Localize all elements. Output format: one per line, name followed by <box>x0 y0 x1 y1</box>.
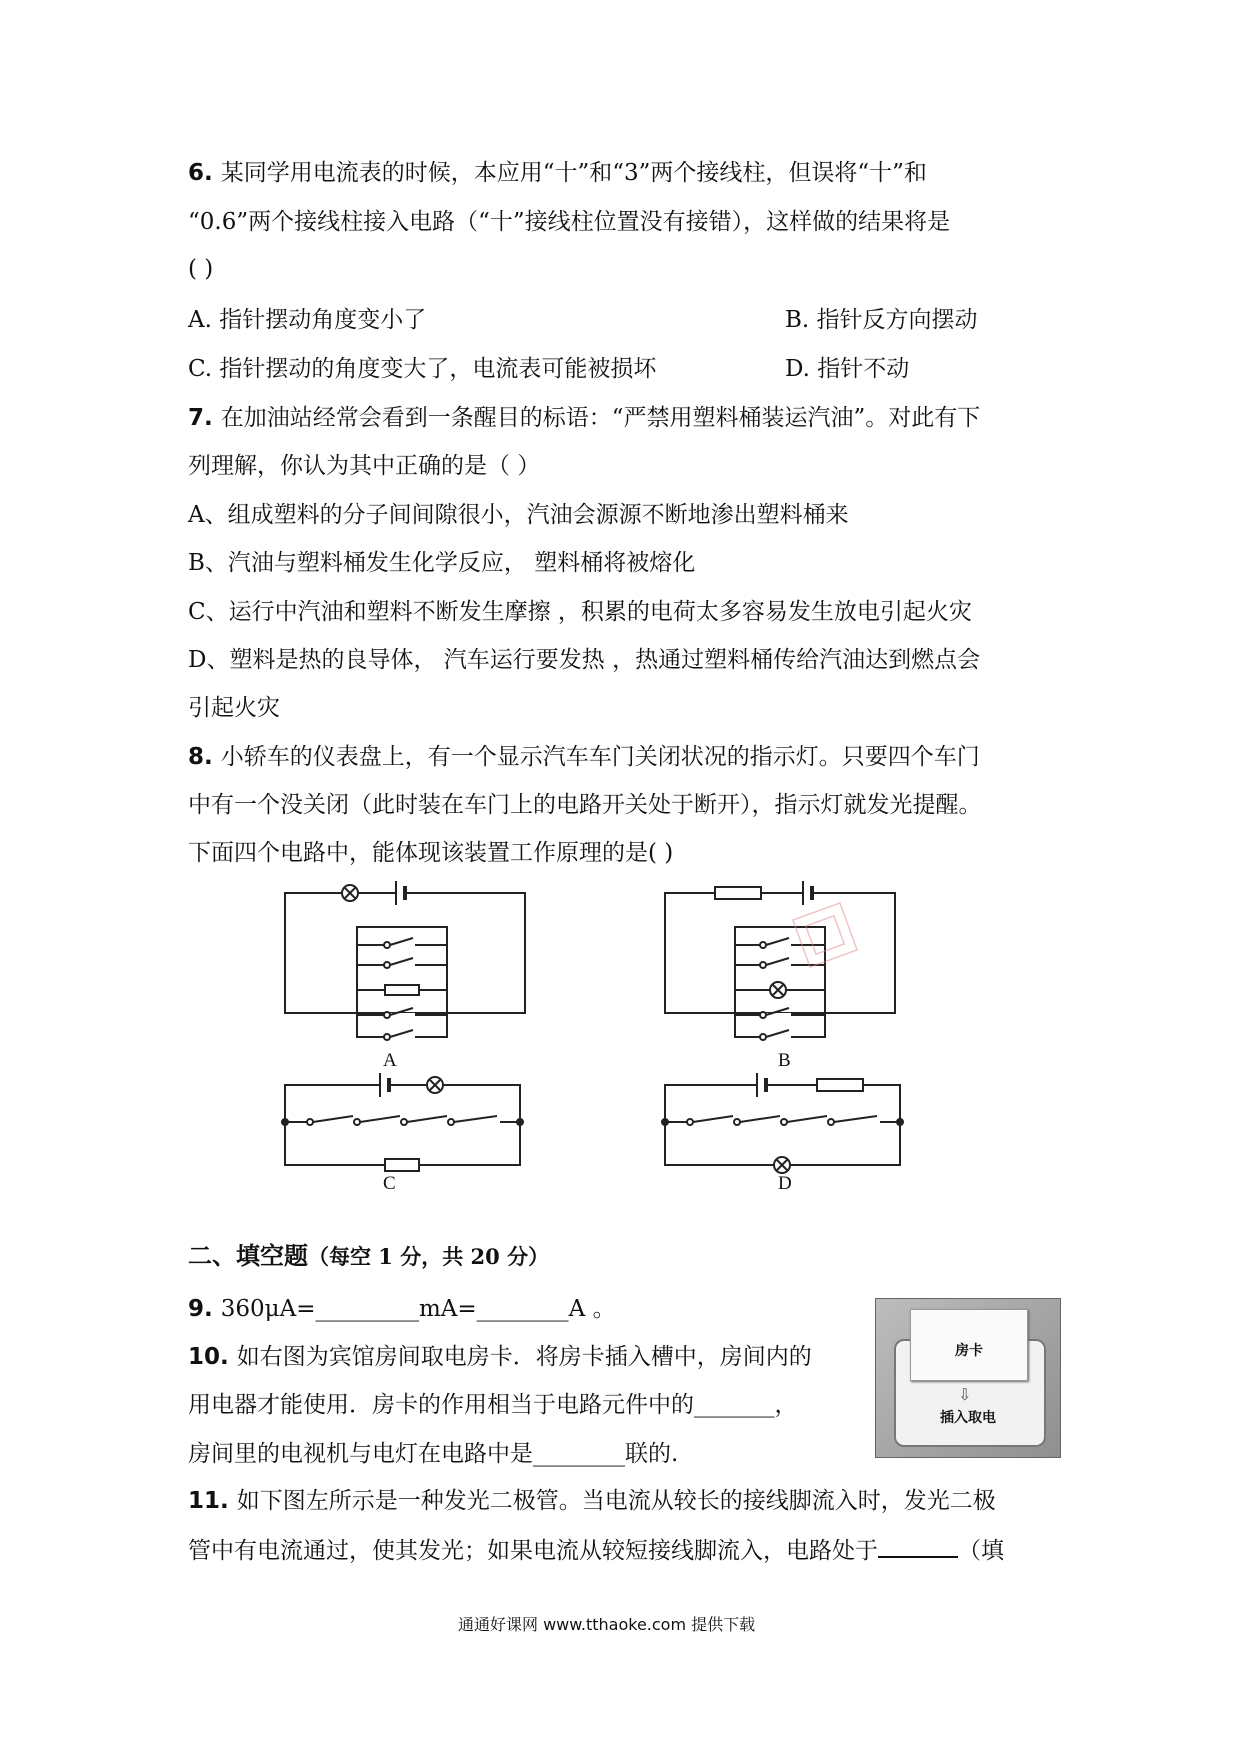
room-card-photo <box>875 1298 1061 1458</box>
q6-option-a: A. 指针摆动角度变小了 <box>188 307 427 333</box>
q7-line2: 列理解，你认为其中正确的是（ ） <box>188 453 541 479</box>
q10-line3: 房间里的电视机与电灯在电路中是________联的. <box>188 1441 679 1467</box>
page-footer: 通通好课网 www.tthaoke.com 提供下载 <box>458 1615 756 1634</box>
q11-line2: 管中有电流通过，使其发光；如果电流从较短接线脚流入，电路处于 （填 <box>188 1534 1004 1566</box>
insert-power-label: 插入取电 <box>940 1410 996 1426</box>
circuit-label-b: B <box>778 1050 791 1071</box>
arrow-icon: ⇩ <box>958 1385 972 1404</box>
section-heading: 二、填空题（每空 1 分，共 20 分） <box>188 1241 550 1270</box>
q7-option-a: A、组成塑料的分子间间隙很小，汽油会源源不断地渗出塑料桶来 <box>188 502 849 528</box>
q9-number: 9. <box>188 1296 213 1322</box>
q6-line2: “0.6”两个接线柱接入电路（“十”接线柱位置没有接错），这样做的结果将是 <box>188 209 951 235</box>
q11-number: 11. <box>188 1488 229 1514</box>
q6-option-d: D. 指针不动 <box>785 356 910 382</box>
q9-line: 9. 360μA=_________mA=________A 。 <box>188 1296 616 1322</box>
circuit-diagram-a <box>275 875 555 1045</box>
q8-line1: 8. 小轿车的仪表盘上，有一个显示汽车车门关闭状况的指示灯。只要四个车门 <box>188 744 980 770</box>
circuit-label-d: D <box>778 1173 792 1194</box>
q7-number: 7. <box>188 405 213 431</box>
q8-line3: 下面四个电路中，能体现该装置工作原理的是( ) <box>188 840 674 866</box>
q10-line1: 10. 如右图为宾馆房间取电房卡．将房卡插入槽中，房间内的 <box>188 1344 812 1370</box>
q6-number: 6. <box>188 160 213 186</box>
q10-number: 10. <box>188 1344 229 1370</box>
q8-line2: 中有一个没关闭（此时装在车门上的电路开关处于断开），指示灯就发光提醒。 <box>188 792 982 818</box>
circuit-diagram-b <box>655 875 915 1045</box>
q7-option-d-line1: D、塑料是热的良导体， 汽车运行要发热 ，热通过塑料桶传给汽油达到燃点会 <box>188 647 981 673</box>
answer-blank <box>878 1534 958 1558</box>
q6-line1: 6. 某同学用电流表的时候，本应用“十”和“3”两个接线柱，但误将“十”和 <box>188 160 927 186</box>
q11-line1: 11. 如下图左所示是一种发光二极管。当电流从较长的接线脚流入时，发光二极 <box>188 1488 996 1514</box>
circuit-diagram-d <box>655 1065 915 1175</box>
circuit-diagram-c <box>275 1065 535 1175</box>
room-card <box>910 1309 1028 1381</box>
room-card-label: 房卡 <box>955 1343 983 1359</box>
q6-option-c: C. 指针摆动的角度变大了，电流表可能被损坏 <box>188 356 657 382</box>
q6-option-b: B. 指针反方向摆动 <box>785 307 978 333</box>
q8-number: 8. <box>188 744 213 770</box>
q7-option-b: B、汽油与塑料桶发生化学反应， 塑料桶将被熔化 <box>188 550 696 576</box>
q7-option-d-line2: 引起火灾 <box>188 695 280 721</box>
q7-option-c: C、运行中汽油和塑料不断发生摩擦 ，积累的电荷太多容易发生放电引起火灾 <box>188 599 972 625</box>
q10-line2: 用电器才能使用．房卡的作用相当于电路元件中的_______， <box>188 1392 798 1418</box>
circuit-label-a: A <box>383 1050 397 1071</box>
q7-line1: 7. 在加油站经常会看到一条醒目的标语：“严禁用塑料桶装运汽油”。对此有下 <box>188 405 981 431</box>
q6-answer-bracket: ( ) <box>188 256 214 282</box>
circuit-label-c: C <box>383 1173 396 1194</box>
